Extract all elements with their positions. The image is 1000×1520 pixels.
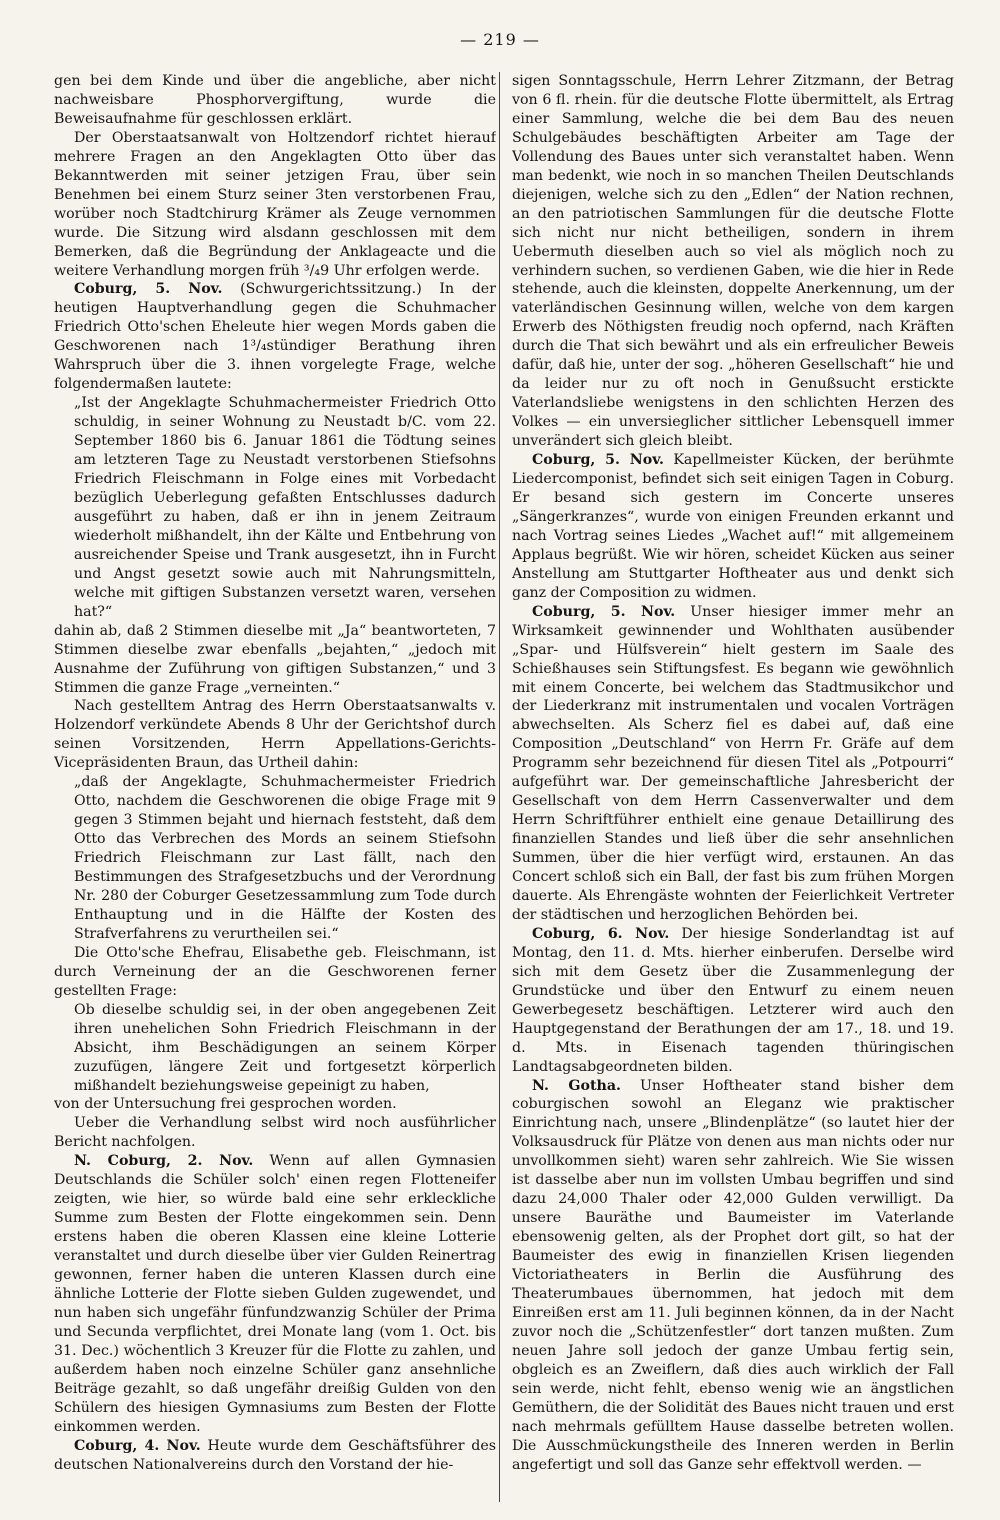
paragraph-text: Unser hiesiger immer mehr an Wirksamkeit gewinnender und Wohlthaten ausübender „Spar- und Hülfsverein“ hielt gestern im Saale des Schießhauses sein Stiftungsfest. Es begann wie gewöhnlich mit einem Concerte, bei welchem das Stadtmusikchor und der Liederkranz mit instrumentalen und vocalen Vorträgen abwechselten. Als Scherz fiel es dabei auf, daß eine Composition „Deutschland“ von Herrn Fr. Gräfe auf dem Programm sehr bezeichnend für diesen Titel als „Potpourri“ aufgeführt war. Der gemeinschaftliche Jahresbericht der Gesellschaft von dem Herrn Cassenverwalter und dem Herrn Schriftführer enthielt eine genaue Detaillirung des finanziellen Standes und ließ über die sehr ansehnlichen Summen, über die hier verfügt wird, erstaunen. An das Concert schloß sich ein Ball, der fast bis zum frühen Morgen dauerte. Als Ehrengäste wohnten der Feierlichkeit Vertreter der städtischen und herzoglichen Behörden bei. <box>512 603 954 923</box>
paragraph-text: Kapellmeister Kücken, der berühmte Liedercomponist, befindet sich seit einigen Tagen in Coburg. Er besand sich gestern im Concerte unseres „Sängerkranzes“, wurde von einigen Freunden erkannt und nach Vortrag seines Liedes „Wachet auf!“ mit allgemeinem Applaus begrüßt. Wie wir hören, scheidet Kücken aus seiner Anstellung am Stuttgarter Hoftheater aus und denkt sich ganz der Composition zu widmen. <box>512 452 954 601</box>
paragraph-text: dahin ab, daß 2 Stimmen dieselbe mit „Ja“ beantworteten, 7 Stimmen dieselbe zwar ebenfalls „bejahten,“ „jedoch mit Ausnahme der Zuführung von giftigen Substanzen,“ und 3 Stimmen die ganze Frage „verneinten.“ <box>54 622 496 696</box>
dateline: Coburg, 5. Nov. <box>532 603 676 620</box>
paragraph-text: „daß der Angeklagte, Schuhmachermeister Friedrich Otto, nachdem die Geschworenen die obige Frage mit 9 gegen 3 Stimmen bejaht und hiernach feststeht, daß dem Otto das Verbrechen des Mords an seinem Stiefsohn Friedrich Fleischmann zur Last fällt, nach den Bestimmungen des Strafgesetzbuchs und der Verordnung Nr. 280 der Coburger Gesetzessammlung zum Tode durch Enthauptung und in die Hälfte der Kosten des Strafverfahrens zu verurtheilen sei.“ <box>74 774 496 942</box>
dateline: Coburg, 6. Nov. <box>532 925 670 942</box>
paragraph-text: „Ist der Angeklagte Schuhmachermeister Friedrich Otto schuldig, in seiner Wohnung zu Neustadt b/C. vom 22. September 1860 bis 6. Januar 1861 die Tödtung seines am letzteren Tage zu Neustadt verstorbenen Stiefsohns Friedrich Fleischmann in Folge eines mit Vorbedacht bezüglich Ueberlegung gefaßten Entschlusses dadurch ausgeführt zu haben, daß er ihn in jenem Zeitraum wiederholt mißhandelt, ihn der Kälte und Entbehrung von ausreichender Speise und Trank ausgesetzt, ihn in Furcht und Angst gesetzt sowie auch mit Nahrungsmitteln, welche mit giftigen Substanzen versetzt waren, versehen hat?“ <box>74 395 496 620</box>
article-paragraph <box>512 603 954 925</box>
paragraph-text: Heute wurde dem Geschäftsführer des deutschen Nationalvereins durch den Vorstand der hie- <box>54 1437 496 1473</box>
article-paragraph <box>512 1077 954 1475</box>
paragraph-text: Ueber die Verhandlung selbst wird noch ausführlicher Bericht nachfolgen. <box>54 1115 496 1151</box>
article-paragraph <box>54 1095 496 1114</box>
page-number: — 219 — <box>460 30 540 49</box>
paragraph-text: Nach gestelltem Antrag des Herrn Oberstaatsanwalts v. Holzendorf verkündete Abends 8 Uhr der Gerichtshof durch seinen Vorsitzenden, Herrn Appellations-Gerichts-Vicepräsidenten Braun, das Urtheil dahin: <box>54 698 496 772</box>
dateline: Coburg, 4. Nov. <box>74 1437 201 1454</box>
article-paragraph <box>54 1114 496 1152</box>
article-paragraph <box>54 280 496 394</box>
paragraph-text: Die Otto'sche Ehefrau, Elisabethe geb. Fleischmann, ist durch Verneinung der an die Geschworenen ferner gestellten Frage: <box>54 944 496 999</box>
article-paragraph <box>54 773 496 944</box>
paragraph-text: Ob dieselbe schuldig sei, in der oben angegebenen Zeit ihren unehelichen Sohn Friedrich Fleischmann in der Absicht, ihm Beschädigungen an seinem Körper zuzufügen, längere Zeit und fortgesetzt körperlich mißhandelt beziehungsweise gepeinigt zu haben, <box>74 1001 496 1094</box>
article-paragraph <box>54 1001 496 1096</box>
article-paragraph <box>54 129 496 281</box>
paragraph-text: Unser Hoftheater stand bisher dem coburgischen sowohl an Eleganz wie praktischer Einrichtung nach, unsere „Blindenplätze“ (so lautet hier der Volksausdruck für Plätze von denen aus man nichts oder nur unvollkommen sieht) waren sehr zahlreich. Wie Sie wissen ist dasselbe aber nun im vollsten Umbau begriffen und sind dazu 24,000 Thaler oder 42,000 Gulden verwilligt. Da unsere Bauräthe und Baumeister im Vaterlande ebensowenig gelten, als der Prophet dort gilt, so hat der Baumeister des ewig in finanziellen Krisen liegenden Victoriatheaters in Berlin die Ausführung des Theaterumbaues übernommen, hat jedoch mit dem Einreißen erst am 11. Juli beginnen können, da in der Nacht zuvor noch die „Schützenfestler“ dort tanzen mußten. Zum neuen Jahre soll jedoch der ganze Umbau fertig sein, obgleich es an Zweiflern, daß dies auch wirklich der Fall sein werde, nicht fehlt, ebenso wenig wie an ängstlichen Gemüthern, die der Solidität des Baues nicht trauen und erst nach mehrmals gefülltem Hause dasselbe betreten wollen. Die Ausschmückungstheile des Inneren werden in Berlin angefertigt und soll das Ganze sehr effektvoll werden. — <box>512 1077 954 1473</box>
paragraph-text: (Schwurgerichtssitzung.) In der heutigen Hauptverhandlung gegen die Schuhmacher Friedrich Otto'schen Eheleute hier wegen Mords gaben die Geschworenen nach 1³/₄stündiger Berathung ihren Wahrspruch über die 3. ihnen vorgelegte Frage, welche folgendermaßen lautete: <box>54 281 496 393</box>
article-paragraph <box>54 394 496 621</box>
dateline: N. Gotha. <box>532 1077 621 1094</box>
paragraph-text: Der hiesige Sonderlandtag ist auf Montag, den 11. d. Mts. hierher einberufen. Derselbe wird sich mit dem Gesetz über die Zusammenlegung der Grundstücke und über den Entwurf zu einem neuen Gewerbegesetz beschäftigen. Letzterer wird auch den Hauptgegenstand der Berathungen der am 17., 18. und 19. d. Mts. in Eisenach tagenden thüringischen Landtagsabgeordneten bilden. <box>512 925 954 1075</box>
article-paragraph <box>54 622 496 698</box>
article-paragraph <box>512 925 954 1077</box>
article-paragraph <box>54 944 496 1001</box>
right-column <box>512 72 954 1504</box>
dateline: Coburg, 5. Nov. <box>74 281 223 298</box>
paragraph-text: von der Untersuchung frei gesprochen worden. <box>54 1096 397 1113</box>
article-paragraph <box>54 1152 496 1436</box>
paragraph-text: gen bei dem Kinde und über die angebliche, aber nicht nachweisbare Phosphorvergiftung, wurde die Beweisaufnahme für geschlossen erklärt. <box>54 73 496 127</box>
article-paragraph <box>54 72 496 129</box>
left-column <box>54 72 496 1504</box>
dateline: Coburg, 5. Nov. <box>532 452 664 469</box>
column-divider <box>499 72 500 1502</box>
paragraph-text: sigen Sonntagsschule, Herrn Lehrer Zitzmann, der Betrag von 6 fl. rhein. für die deutsche Flotte übermittelt, als Ertrag einer Sammlung, welche die bei dem Bau des neuen Schulgebäudes beschäftigten Arbeiter am Tage der Vollendung des Baues unter sich veranstaltet haben. Wenn man bedenkt, wie noch in so manchen Theilen Deutschlands diejenigen, welche sich zu den „Edlen“ der Nation rechnen, an den patriotischen Sammlungen für die deutsche Flotte sich nicht nur nicht betheiligen, sondern in ihrem Uebermuth dieselben auch so viel als möglich noch zu verhindern suchen, so verdienen Gaben, wie die hier in Rede stehende, auch die kleinsten, doppelte Anerkennung, um der vaterländischen Gesinnung willen, welche von dem kargen Erwerb des Nöthigsten freudig noch opfernd, nach Kräften durch die That sich bewährt und als ein erfreulicher Beweis dafür, daß hie, unter der sog. „höheren Gesellschaft“ hie und da leider nur zu oft noch in Genußsucht erstickte Vaterlandsliebe wenigstens in den schlichten Herzen des Volkes — ein unversieglicher sittlicher Lebensquell immer unverändert sich gleich bleibt. <box>512 73 954 450</box>
paragraph-text: Wenn auf allen Gymnasien Deutschlands die Schüler solch' einen regen Flotteneifer zeigten, wie hier, so würde bald eine sehr erkleckliche Summe zum Besten der Flotte eingekommen sein. Denn erstens haben die oberen Klassen eine kleine Lotterie veranstaltet und durch dieselbe über vier Gulden Reinertrag gewonnen, ferner haben die unteren Klassen durch eine ähnliche Lotterie der Flotte sieben Gulden zugewendet, und nun haben sich ungefähr fünfundzwanzig Schüler der Prima und Secunda verpflichtet, drei Monate lang (vom 1. Oct. bis 31. Dec.) wöchentlich 3 Kreuzer für die Flotte zu zahlen, und außerdem haben noch einzelne Schüler ganz ansehnliche Beiträge gezahlt, so daß ungefähr dreißig Gulden von den Schülern des hiesigen Gymnasiums zum Besten der Flotte einkommen werden. <box>54 1153 496 1435</box>
article-paragraph <box>512 72 954 451</box>
article-paragraph <box>54 1437 496 1475</box>
dateline: N. Coburg, 2. Nov. <box>74 1153 254 1170</box>
article-paragraph <box>54 697 496 773</box>
paragraph-text: Der Oberstaatsanwalt von Holtzendorf richtet hierauf mehrere Fragen an den Angeklagten Otto über das Bekanntwerden mit seiner jetzigen Frau, über sein Benehmen bei einem Sturz seiner 3ten verstorbenen Frau, worüber noch Stadtchirurg Krämer als Zeuge vernommen wurde. Die Sitzung wird alsdann geschlossen mit dem Bemerken, daß die Begründung der Anklageacte und die weitere Verhandlung morgen früh ³/₄9 Uhr erfolgen werde. <box>54 129 496 279</box>
article-paragraph <box>512 451 954 603</box>
